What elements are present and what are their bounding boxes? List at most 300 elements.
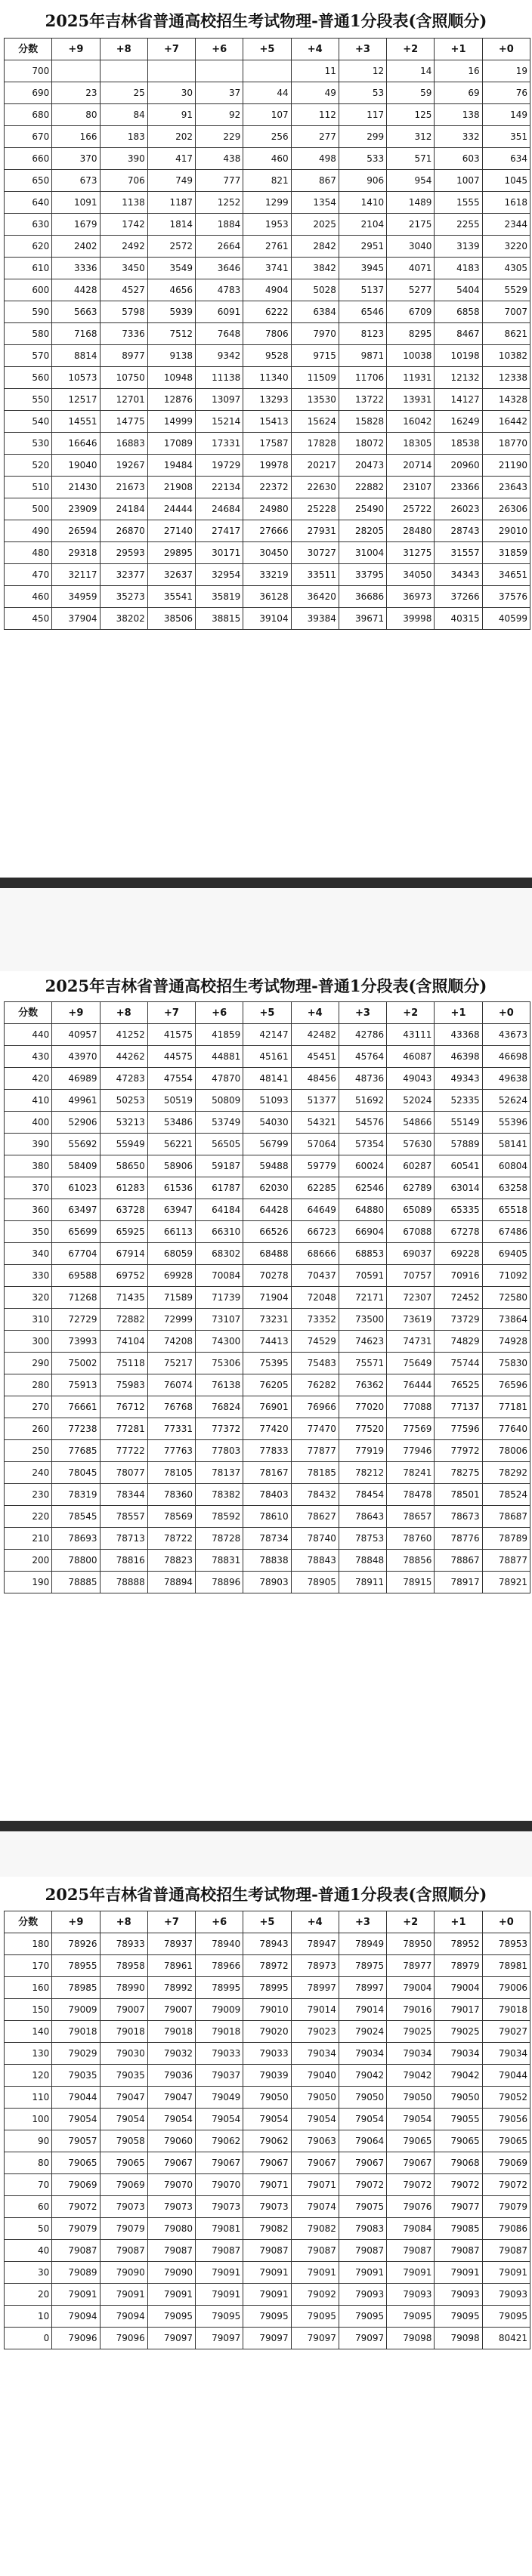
table-row: [5, 236, 530, 258]
cumulative-count-cell: 34050: [387, 564, 435, 586]
cumulative-count-cell: 32954: [196, 564, 243, 586]
score-cell: 70: [5, 2174, 52, 2196]
cumulative-count-cell: 79025: [387, 2021, 435, 2043]
cumulative-count-cell: 34343: [435, 564, 482, 586]
cumulative-count-cell: 78501: [435, 1484, 482, 1506]
cumulative-count-cell: 56221: [147, 1134, 195, 1155]
table-row: [5, 1221, 530, 1243]
table-row: [5, 2196, 530, 2218]
cumulative-count-cell: 37266: [435, 586, 482, 608]
cumulative-count-cell: 72729: [52, 1309, 100, 1331]
cumulative-count-cell: 79087: [482, 2240, 530, 2262]
cumulative-count-cell: 76966: [291, 1396, 339, 1418]
table-row: [5, 564, 530, 586]
table-row: [5, 1243, 530, 1265]
header-offset: +3: [339, 1911, 386, 1933]
cumulative-count-cell: 13530: [291, 389, 339, 411]
cumulative-count-cell: 17828: [291, 433, 339, 455]
cumulative-count-cell: 30171: [196, 542, 243, 564]
cumulative-count-cell: 79050: [435, 2087, 482, 2109]
cumulative-count-cell: 72580: [482, 1287, 530, 1309]
cumulative-count-cell: 1489: [387, 192, 435, 214]
cumulative-count-cell: 31557: [435, 542, 482, 564]
cumulative-count-cell: 9871: [339, 345, 386, 367]
cumulative-count-cell: 77640: [482, 1418, 530, 1440]
cumulative-count-cell: 65518: [482, 1199, 530, 1221]
cumulative-count-cell: 79093: [339, 2284, 386, 2306]
table-row: [5, 542, 530, 564]
cumulative-count-cell: 1884: [196, 214, 243, 236]
cumulative-count-cell: 21430: [52, 477, 100, 498]
cumulative-count-cell: 34651: [482, 564, 530, 586]
cumulative-count-cell: 55692: [52, 1134, 100, 1155]
cumulative-count-cell: 1953: [243, 214, 291, 236]
cumulative-count-cell: 78610: [243, 1506, 291, 1528]
cumulative-count-cell: 23: [52, 82, 100, 104]
cumulative-count-cell: 1138: [100, 192, 147, 214]
cumulative-count-cell: 29593: [100, 542, 147, 564]
table-row: [5, 1068, 530, 1090]
cumulative-count-cell: 57630: [387, 1134, 435, 1155]
table-body: [5, 1024, 530, 1593]
cumulative-count-cell: 79071: [243, 2174, 291, 2196]
cumulative-count-cell: 61283: [100, 1177, 147, 1199]
cumulative-count-cell: 79020: [243, 2021, 291, 2043]
cumulative-count-cell: 67088: [387, 1221, 435, 1243]
table-row: [5, 1999, 530, 2021]
cumulative-count-cell: 76824: [196, 1396, 243, 1418]
score-cell: 270: [5, 1396, 52, 1418]
cumulative-count-cell: 78894: [147, 1572, 195, 1593]
cumulative-count-cell: 11138: [196, 367, 243, 389]
cumulative-count-cell: 78045: [52, 1462, 100, 1484]
cumulative-count-cell: 78776: [435, 1528, 482, 1550]
cumulative-count-cell: 73729: [435, 1309, 482, 1331]
cumulative-count-cell: 79095: [291, 2306, 339, 2328]
cumulative-count-cell: 3549: [147, 258, 195, 279]
cumulative-count-cell: 77833: [243, 1440, 291, 1462]
cumulative-count-cell: 11706: [339, 367, 386, 389]
cumulative-count-cell: 76661: [52, 1396, 100, 1418]
cumulative-count-cell: 1091: [52, 192, 100, 214]
cumulative-count-cell: 7007: [482, 301, 530, 323]
cumulative-count-cell: 4305: [482, 258, 530, 279]
cumulative-count-cell: 45161: [243, 1046, 291, 1068]
cumulative-count-cell: 77919: [339, 1440, 386, 1462]
cumulative-count-cell: 44: [243, 82, 291, 104]
cumulative-count-cell: 78006: [482, 1440, 530, 1462]
page-title: 2025年吉林省普通高校招生考试物理-普通1分段表(含照顺分): [45, 1885, 487, 1904]
cumulative-count-cell: 68059: [147, 1243, 195, 1265]
score-cell: 60: [5, 2196, 52, 2218]
header-offset: +7: [147, 39, 195, 60]
cumulative-count-cell: 8814: [52, 345, 100, 367]
table-header-row: [5, 1002, 530, 1024]
cumulative-count-cell: 11509: [291, 367, 339, 389]
cumulative-count-cell: 79067: [339, 2152, 386, 2174]
table-row: [5, 1374, 530, 1396]
cumulative-count-cell: 78360: [147, 1484, 195, 1506]
score-cell: 460: [5, 586, 52, 608]
cumulative-count-cell: 42482: [291, 1024, 339, 1046]
table-row: [5, 1177, 530, 1199]
score-cell: 210: [5, 1528, 52, 1550]
cumulative-count-cell: 5277: [387, 279, 435, 301]
cumulative-count-cell: 59779: [291, 1155, 339, 1177]
cumulative-count-cell: 79050: [387, 2087, 435, 2109]
cumulative-count-cell: 1814: [147, 214, 195, 236]
score-cell: 410: [5, 1090, 52, 1112]
cumulative-count-cell: 52906: [52, 1112, 100, 1134]
table-row: [5, 367, 530, 389]
table-row: [5, 126, 530, 148]
page-title: 2025年吉林省普通高校招生考试物理-普通1分段表(含照顺分): [45, 11, 487, 30]
cumulative-count-cell: 79054: [339, 2109, 386, 2130]
cumulative-count-cell: 13293: [243, 389, 291, 411]
cumulative-count-cell: 79018: [147, 2021, 195, 2043]
table-row: [5, 1462, 530, 1484]
cumulative-count-cell: 2664: [196, 236, 243, 258]
cumulative-count-cell: 25722: [387, 498, 435, 520]
cumulative-count-cell: 79087: [339, 2240, 386, 2262]
cumulative-count-cell: 79017: [435, 1999, 482, 2021]
cumulative-count-cell: 77020: [339, 1396, 386, 1418]
cumulative-count-cell: 79054: [243, 2109, 291, 2130]
cumulative-count-cell: 64428: [243, 1199, 291, 1221]
cumulative-count-cell: 78545: [52, 1506, 100, 1528]
cumulative-count-cell: 69405: [482, 1243, 530, 1265]
cumulative-count-cell: 79067: [387, 2152, 435, 2174]
cumulative-count-cell: 79039: [243, 2065, 291, 2087]
cumulative-count-cell: 79090: [147, 2262, 195, 2284]
cumulative-count-cell: 12132: [435, 367, 482, 389]
header-offset: +0: [482, 1002, 530, 1024]
table-row: [5, 2284, 530, 2306]
cumulative-count-cell: 25228: [291, 498, 339, 520]
table-row: [5, 2218, 530, 2240]
cumulative-count-cell: 62789: [387, 1177, 435, 1199]
cumulative-count-cell: 79093: [482, 2284, 530, 2306]
cumulative-count-cell: 32637: [147, 564, 195, 586]
header-offset: +6: [196, 1911, 243, 1933]
score-cell: 610: [5, 258, 52, 279]
cumulative-count-cell: 1354: [291, 192, 339, 214]
cumulative-count-cell: 45451: [291, 1046, 339, 1068]
cumulative-count-cell: 78838: [243, 1550, 291, 1572]
cumulative-count-cell: 78722: [147, 1528, 195, 1550]
table-row: [5, 1572, 530, 1593]
cumulative-count-cell: 76282: [291, 1374, 339, 1396]
cumulative-count-cell: 79006: [482, 1977, 530, 1999]
table-row: [5, 214, 530, 236]
table-row: [5, 1155, 530, 1177]
cumulative-count-cell: 25490: [339, 498, 386, 520]
cumulative-count-cell: 77137: [435, 1396, 482, 1418]
cumulative-count-cell: 22372: [243, 477, 291, 498]
cumulative-count-cell: 77470: [291, 1418, 339, 1440]
table-row: [5, 2262, 530, 2284]
cumulative-count-cell: 79073: [100, 2196, 147, 2218]
cumulative-count-cell: 78995: [196, 1977, 243, 1999]
header-offset: +9: [52, 1002, 100, 1024]
cumulative-count-cell: 7512: [147, 323, 195, 345]
cumulative-count-cell: 54866: [387, 1112, 435, 1134]
header-score: 分数: [5, 39, 52, 60]
cumulative-count-cell: 53486: [147, 1112, 195, 1134]
cumulative-count-cell: 20714: [387, 455, 435, 477]
cumulative-count-cell: 78977: [387, 1955, 435, 1977]
table-row: [5, 1134, 530, 1155]
score-cell: 660: [5, 148, 52, 170]
cumulative-count-cell: 43673: [482, 1024, 530, 1046]
score-cell: 240: [5, 1462, 52, 1484]
score-cell: 500: [5, 498, 52, 520]
cumulative-count-cell: 79097: [196, 2328, 243, 2349]
cumulative-count-cell: 79070: [196, 2174, 243, 2196]
page-divider: [0, 878, 532, 888]
cumulative-count-cell: 3842: [291, 258, 339, 279]
table-row: [5, 1199, 530, 1221]
cumulative-count-cell: 40957: [52, 1024, 100, 1046]
score-cell: 590: [5, 301, 52, 323]
cumulative-count-cell: 74413: [243, 1331, 291, 1353]
table-row: [5, 60, 530, 82]
cumulative-count-cell: 79093: [435, 2284, 482, 2306]
cumulative-count-cell: 12: [339, 60, 386, 82]
cumulative-count-cell: 79069: [52, 2174, 100, 2196]
score-cell: 480: [5, 542, 52, 564]
table-row: [5, 1287, 530, 1309]
cumulative-count-cell: 78933: [100, 1933, 147, 1955]
table-header-row: [5, 39, 530, 60]
cumulative-count-cell: 9528: [243, 345, 291, 367]
cumulative-count-cell: 78877: [482, 1550, 530, 1572]
table-row: [5, 148, 530, 170]
cumulative-count-cell: 79009: [52, 1999, 100, 2021]
cumulative-count-cell: 79069: [482, 2152, 530, 2174]
score-cell: 680: [5, 104, 52, 126]
cumulative-count-cell: 80: [52, 104, 100, 126]
cumulative-count-cell: 78905: [291, 1572, 339, 1593]
cumulative-count-cell: 49961: [52, 1090, 100, 1112]
table-row: [5, 498, 530, 520]
table-body: [5, 60, 530, 630]
header-offset: +7: [147, 1002, 195, 1024]
cumulative-count-cell: 79074: [291, 2196, 339, 2218]
cumulative-count-cell: 821: [243, 170, 291, 192]
cumulative-count-cell: 78137: [196, 1462, 243, 1484]
cumulative-count-cell: 79067: [291, 2152, 339, 2174]
header-offset: +9: [52, 1911, 100, 1933]
table-row: [5, 323, 530, 345]
score-cell: 450: [5, 608, 52, 630]
cumulative-count-cell: 79091: [243, 2262, 291, 2284]
cumulative-count-cell: 79089: [52, 2262, 100, 2284]
cumulative-count-cell: 77803: [196, 1440, 243, 1462]
score-cell: 50: [5, 2218, 52, 2240]
cumulative-count-cell: 79091: [291, 2262, 339, 2284]
cumulative-count-cell: 28480: [387, 520, 435, 542]
cumulative-count-cell: 70591: [339, 1265, 386, 1287]
table-row: [5, 520, 530, 542]
table-row: [5, 345, 530, 367]
table-row: [5, 2240, 530, 2262]
cumulative-count-cell: 79054: [196, 2109, 243, 2130]
cumulative-count-cell: 9342: [196, 345, 243, 367]
header-offset: +2: [387, 1911, 435, 1933]
cumulative-count-cell: 48456: [291, 1068, 339, 1090]
cumulative-count-cell: 79097: [243, 2328, 291, 2349]
cumulative-count-cell: 7806: [243, 323, 291, 345]
cumulative-count-cell: 2255: [435, 214, 482, 236]
score-cell: 580: [5, 323, 52, 345]
cumulative-count-cell: 19729: [196, 455, 243, 477]
cumulative-count-cell: 4783: [196, 279, 243, 301]
cumulative-count-cell: 79094: [52, 2306, 100, 2328]
cumulative-count-cell: 78952: [435, 1933, 482, 1955]
cumulative-count-cell: 79018: [100, 2021, 147, 2043]
cumulative-count-cell: 58141: [482, 1134, 530, 1155]
cumulative-count-cell: 79079: [100, 2218, 147, 2240]
cumulative-count-cell: 79023: [291, 2021, 339, 2043]
header-offset: +0: [482, 39, 530, 60]
table-row: [5, 2174, 530, 2196]
cumulative-count-cell: 6384: [291, 301, 339, 323]
cumulative-count-cell: [52, 60, 100, 82]
score-cell: 630: [5, 214, 52, 236]
cumulative-count-cell: 78319: [52, 1484, 100, 1506]
cumulative-count-cell: 24980: [243, 498, 291, 520]
header-score: 分数: [5, 1002, 52, 1024]
cumulative-count-cell: 66904: [339, 1221, 386, 1243]
cumulative-count-cell: 2175: [387, 214, 435, 236]
cumulative-count-cell: 1555: [435, 192, 482, 214]
cumulative-count-cell: 26306: [482, 498, 530, 520]
cumulative-count-cell: 56505: [196, 1134, 243, 1155]
score-cell: 300: [5, 1331, 52, 1353]
cumulative-count-cell: 79082: [291, 2218, 339, 2240]
table-row: [5, 2306, 530, 2328]
score-cell: 640: [5, 192, 52, 214]
table-row: [5, 1418, 530, 1440]
cumulative-count-cell: 1299: [243, 192, 291, 214]
cumulative-count-cell: 70916: [435, 1265, 482, 1287]
cumulative-count-cell: 79097: [291, 2328, 339, 2349]
cumulative-count-cell: 79034: [291, 2043, 339, 2065]
cumulative-count-cell: 79087: [52, 2240, 100, 2262]
cumulative-count-cell: 23366: [435, 477, 482, 498]
cumulative-count-cell: 63947: [147, 1199, 195, 1221]
cumulative-count-cell: 76205: [243, 1374, 291, 1396]
cumulative-count-cell: 32377: [100, 564, 147, 586]
cumulative-count-cell: 74300: [196, 1331, 243, 1353]
cumulative-count-cell: 46698: [482, 1046, 530, 1068]
cumulative-count-cell: 14: [387, 60, 435, 82]
table-row: [5, 258, 530, 279]
cumulative-count-cell: 12517: [52, 389, 100, 411]
cumulative-count-cell: 39104: [243, 608, 291, 630]
cumulative-count-cell: 3139: [435, 236, 482, 258]
cumulative-count-cell: 76901: [243, 1396, 291, 1418]
cumulative-count-cell: 79073: [243, 2196, 291, 2218]
table-row: [5, 279, 530, 301]
cumulative-count-cell: 21908: [147, 477, 195, 498]
table-row: [5, 1484, 530, 1506]
cumulative-count-cell: 10573: [52, 367, 100, 389]
cumulative-count-cell: 16249: [435, 411, 482, 433]
score-cell: 420: [5, 1068, 52, 1090]
cumulative-count-cell: 74731: [387, 1331, 435, 1353]
cumulative-count-cell: 36973: [387, 586, 435, 608]
cumulative-count-cell: 61023: [52, 1177, 100, 1199]
cumulative-count-cell: 16646: [52, 433, 100, 455]
cumulative-count-cell: [147, 60, 195, 82]
cumulative-count-cell: 2025: [291, 214, 339, 236]
cumulative-count-cell: 78478: [387, 1484, 435, 1506]
cumulative-count-cell: 867: [291, 170, 339, 192]
cumulative-count-cell: 79072: [482, 2174, 530, 2196]
cumulative-count-cell: 2344: [482, 214, 530, 236]
cumulative-count-cell: 47870: [196, 1068, 243, 1090]
cumulative-count-cell: 75830: [482, 1353, 530, 1374]
cumulative-count-cell: 44881: [196, 1046, 243, 1068]
cumulative-count-cell: 79081: [196, 2218, 243, 2240]
score-table: [4, 38, 530, 630]
cumulative-count-cell: 54576: [339, 1112, 386, 1134]
score-cell: 30: [5, 2262, 52, 2284]
cumulative-count-cell: 77281: [100, 1418, 147, 1440]
cumulative-count-cell: 77877: [291, 1440, 339, 1462]
score-cell: 110: [5, 2087, 52, 2109]
score-table: [4, 1911, 530, 2349]
cumulative-count-cell: 954: [387, 170, 435, 192]
score-cell: 100: [5, 2109, 52, 2130]
cumulative-count-cell: 76596: [482, 1374, 530, 1396]
cumulative-count-cell: 69752: [100, 1265, 147, 1287]
cumulative-count-cell: 35273: [100, 586, 147, 608]
score-cell: 310: [5, 1309, 52, 1331]
cumulative-count-cell: 10948: [147, 367, 195, 389]
cumulative-count-cell: 51377: [291, 1090, 339, 1112]
cumulative-count-cell: 21190: [482, 455, 530, 477]
cumulative-count-cell: 17331: [196, 433, 243, 455]
cumulative-count-cell: 76362: [339, 1374, 386, 1396]
cumulative-count-cell: 27931: [291, 520, 339, 542]
cumulative-count-cell: 79091: [435, 2262, 482, 2284]
cumulative-count-cell: 76138: [196, 1374, 243, 1396]
cumulative-count-cell: 79010: [243, 1999, 291, 2021]
cumulative-count-cell: 79087: [196, 2240, 243, 2262]
cumulative-count-cell: 54030: [243, 1112, 291, 1134]
cumulative-count-cell: 79029: [52, 2043, 100, 2065]
cumulative-count-cell: 8977: [100, 345, 147, 367]
cumulative-count-cell: 13722: [339, 389, 386, 411]
table-row: [5, 1331, 530, 1353]
cumulative-count-cell: 44262: [100, 1046, 147, 1068]
header-offset: +1: [435, 39, 482, 60]
cumulative-count-cell: 78432: [291, 1484, 339, 1506]
score-cell: 90: [5, 2130, 52, 2152]
cumulative-count-cell: 29318: [52, 542, 100, 564]
cumulative-count-cell: 69: [435, 82, 482, 104]
cumulative-count-cell: 43368: [435, 1024, 482, 1046]
cumulative-count-cell: 39998: [387, 608, 435, 630]
cumulative-count-cell: 79072: [435, 2174, 482, 2196]
cumulative-count-cell: 15624: [291, 411, 339, 433]
cumulative-count-cell: 79091: [482, 2262, 530, 2284]
cumulative-count-cell: 77972: [435, 1440, 482, 1462]
page-title: 2025年吉林省普通高校招生考试物理-普通1分段表(含照顺分): [45, 976, 487, 995]
